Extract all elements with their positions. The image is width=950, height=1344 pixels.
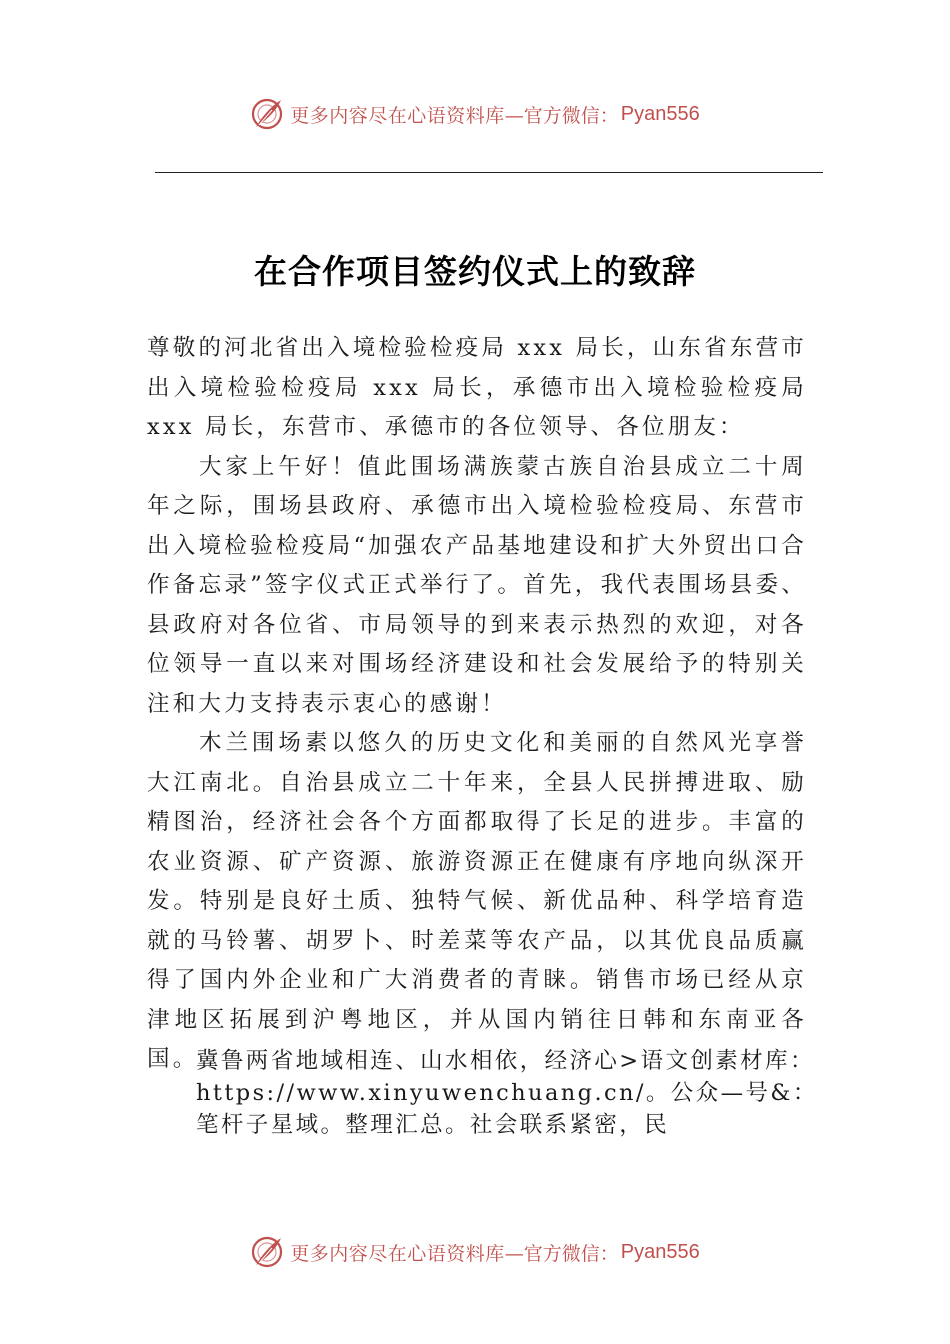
- cooperation-paragraph: 冀鲁两省地域相连、山水相依，经济心>语文创素材库：https://www.xinyuwenchuang.cn/。公众—号&：笔杆子星域。整理汇总。社会联系紧密，民: [196, 1048, 818, 1138]
- greeting-paragraph: 大家上午好！值此围场满族蒙古族自治县成立二十周年之际，围场县政府、承德市出入境检验检疫局、东营市出入境检验检疫局“加强农产品基地建设和扩大外贸出口合作备忘录”签字仪式正式举行了。首先，我代表围场县委、县政府对各位省、市局领导的到来表示热烈的欢迎，对各位领导一直以来对围场经济建设和社会发展给予的特别关注和大力支持表示衷心的感谢！: [147, 453, 807, 717]
- wechat-id: Pyan556: [620, 1240, 700, 1263]
- footer-banner: [0, 1232, 950, 1272]
- salutation-paragraph: 尊敬的河北省出入境检验检疫局 xxx 局长，山东省东营市出入境检验检疫局 xxx 局长，承德市出入境检验检疫局 xxx 局长，东营市、承德市的各位领导、各位朋友：: [147, 335, 807, 440]
- header-divider: [155, 172, 823, 173]
- feather-pen-icon: [250, 97, 284, 131]
- mulan-paragraph: 木兰围场素以悠久的历史文化和美丽的自然风光享誉大江南北。自治县成立二十年来，全县人民拼搏进取、励精图治，经济社会各个方面都取得了长足的进步。丰富的农业资源、矿产资源、旅游资源正在健康有序地向纵深开发。特别是良好土质、独特气候、新优品种、科学培育造就的马铃薯、胡罗卜、时差菜等农产品，以其优良品质赢得了国内外企业和广大消费者的青睐。销售市场已经从京津地区拓展到沪粤地区，并从国内销往日韩和东南亚各国。: [147, 730, 807, 1072]
- feather-pen-icon: [250, 1235, 284, 1269]
- document-tail: [196, 1045, 826, 1141]
- banner-text: 更多内容尽在心语资料库: [290, 104, 505, 127]
- banner-separator: —官方微信：: [504, 1242, 619, 1265]
- header-banner: [0, 94, 950, 134]
- document-title: 在合作项目签约仪式上的致辞: [254, 252, 696, 291]
- document-body: [147, 329, 807, 1080]
- banner-separator: —官方微信：: [504, 104, 619, 127]
- banner-text: 更多内容尽在心语资料库: [290, 1242, 505, 1265]
- wechat-id: Pyan556: [620, 102, 700, 125]
